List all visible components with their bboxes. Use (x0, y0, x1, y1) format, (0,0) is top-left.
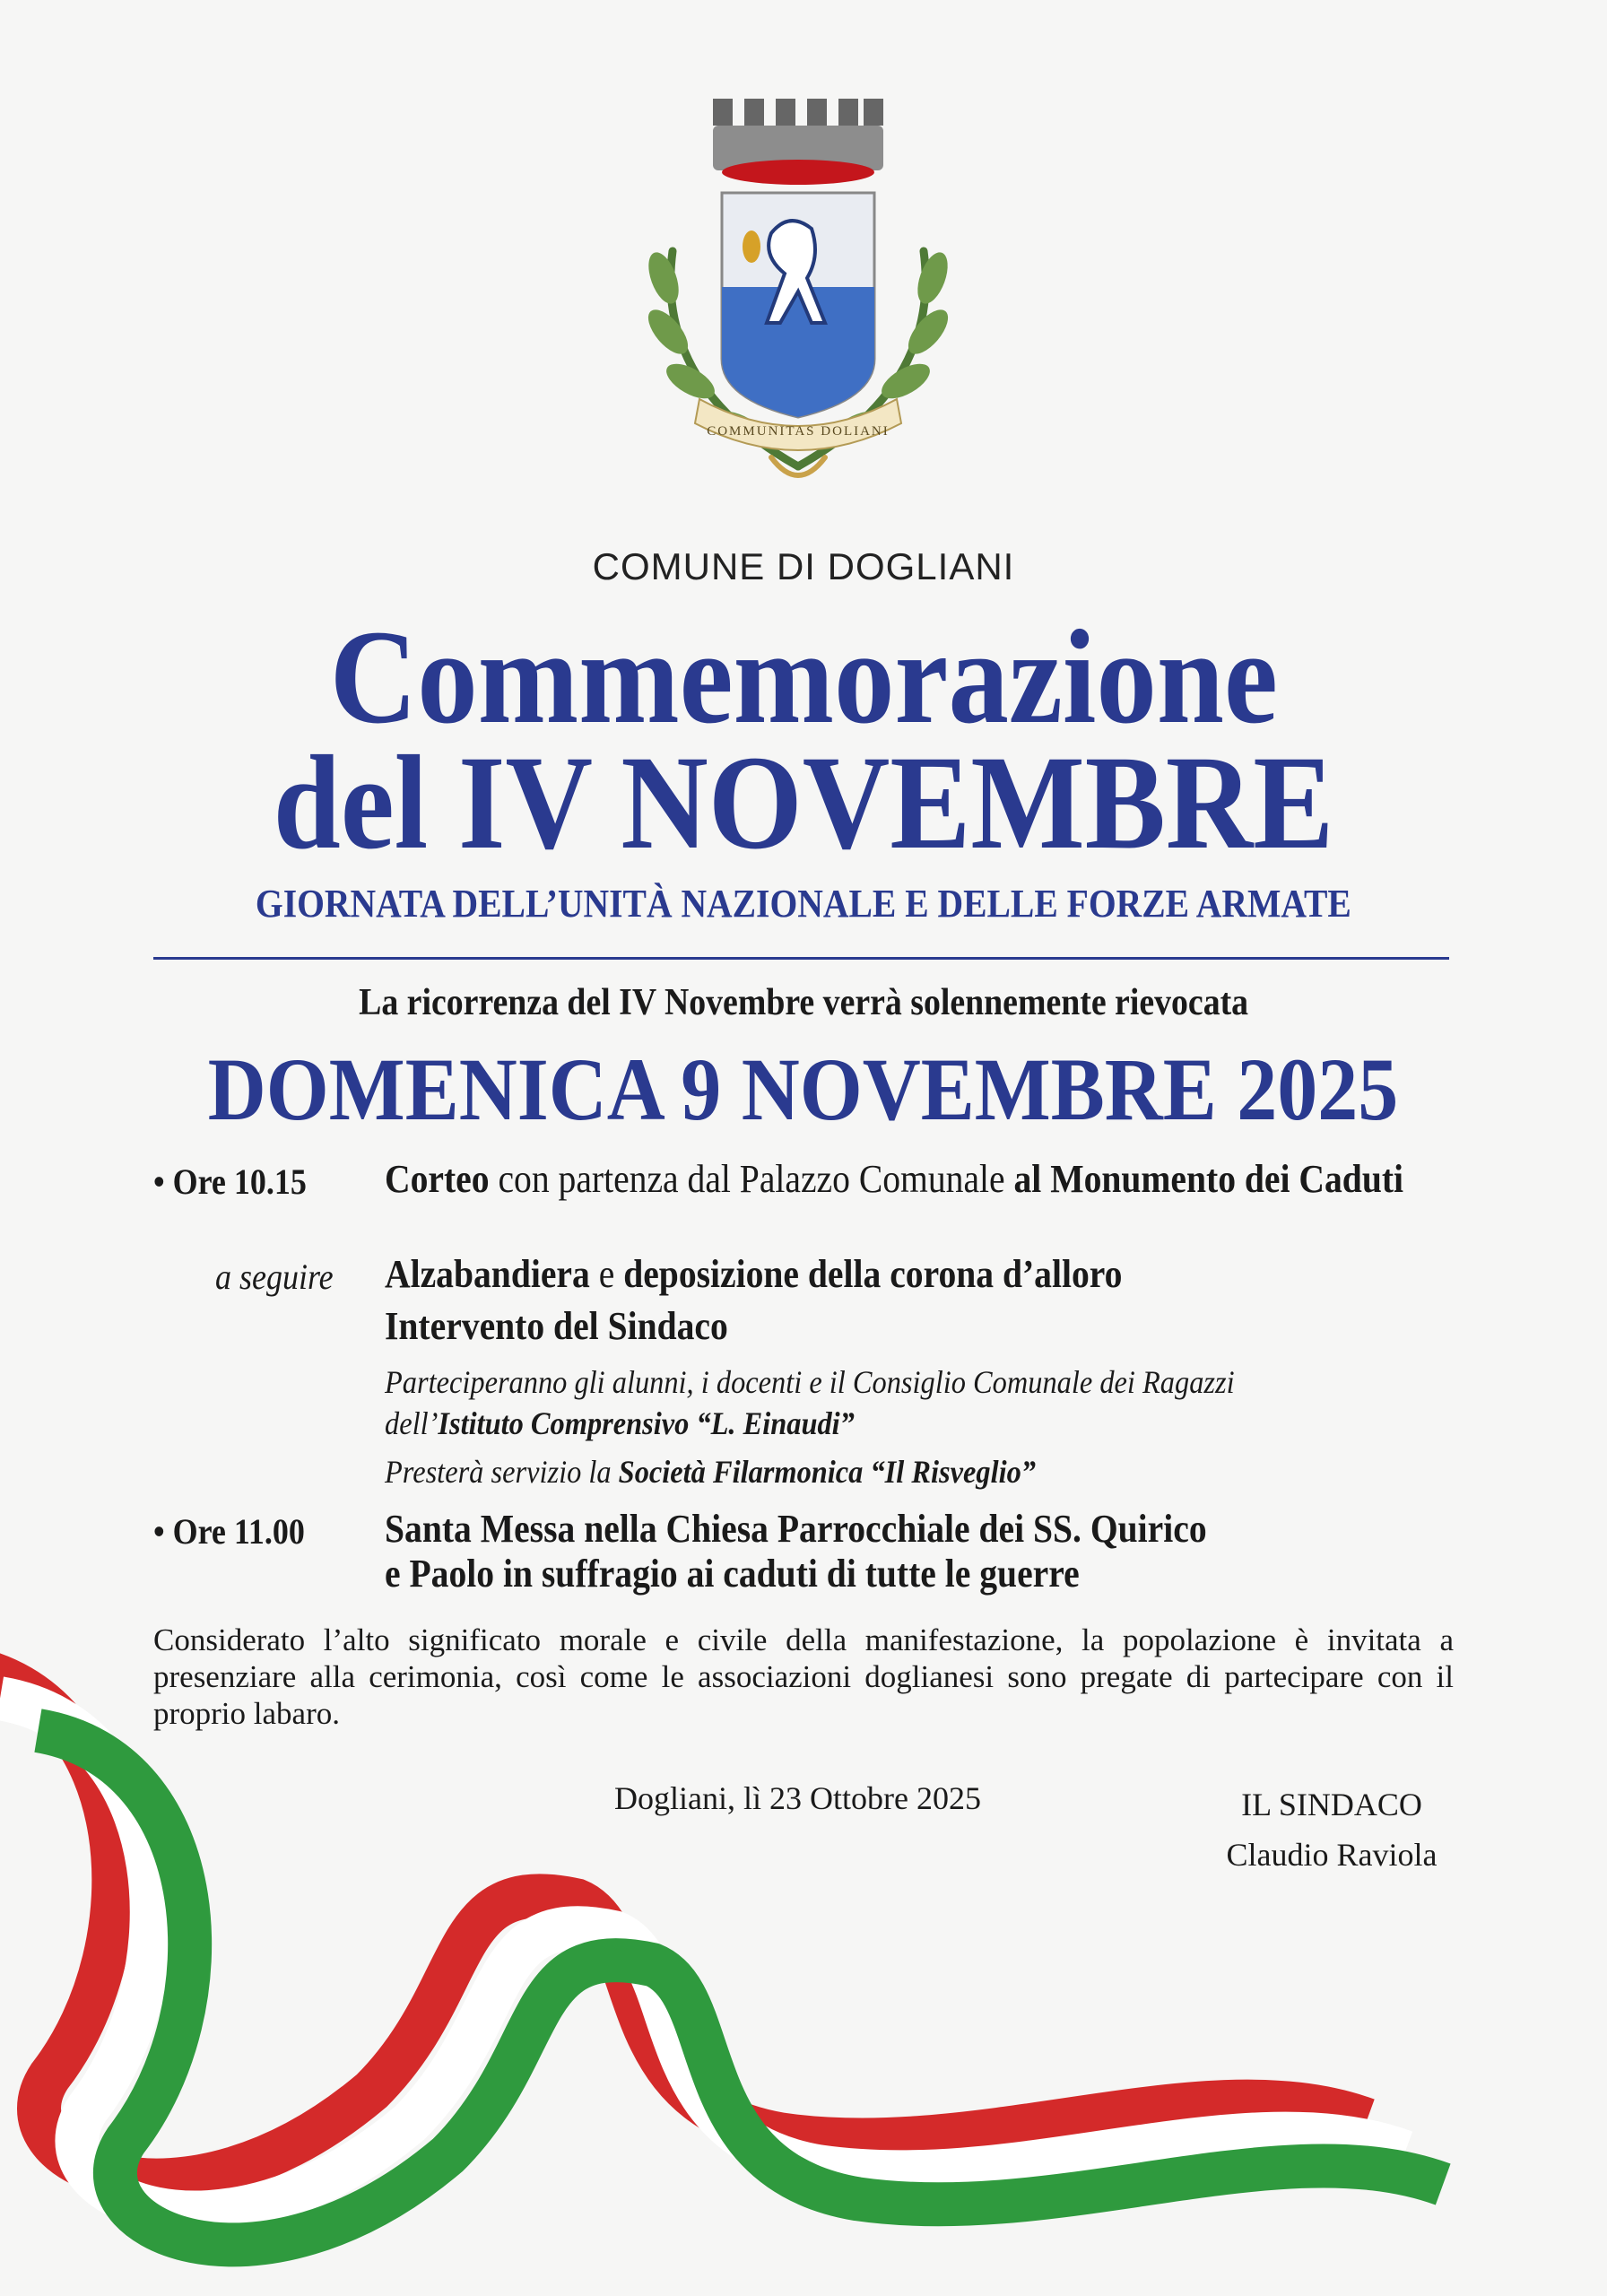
place-date: Dogliani, lì 23 Ottobre 2025 (614, 1780, 981, 1816)
time-label-2: • Ore 11.00 (153, 1511, 305, 1552)
signatory-role: IL SINDACO (1241, 1787, 1422, 1822)
subtitle: GIORNATA DELL’UNITÀ NAZIONALE E DELLE FORZE ARMATE (256, 882, 1351, 926)
crest-motto: COMMUNITAS DOLIANI (707, 424, 890, 439)
program-item-sindaco: Intervento del Sindaco (385, 1304, 728, 1348)
band-note: Presterà servizio la Società Filarmonica “Il Risveglio” (385, 1454, 1036, 1490)
municipality-name: COMUNE DI DOGLIANI (592, 545, 1015, 587)
title-line-1: Commemorazione (329, 603, 1278, 752)
event-date-headline: DOMENICA 9 NOVEMBRE 2025 (208, 1039, 1399, 1139)
program-item-messa: Santa Messa nella Chiesa Parrocchiale dei SS. Quirico e Paolo in suffragio ai caduti di tutte le guerre (385, 1507, 1207, 1596)
label-a-seguire: a seguire (215, 1257, 334, 1297)
ribbon-white-band (0, 1699, 1405, 2213)
crown-icon (713, 99, 883, 185)
invitation-paragraph: Considerato l’alto significato morale e civile della manifestazione, la popolazione è invitata a presenziare alla cerimonia, così come le associazioni doglianesi sono pregate di partecipare con il proprio labaro. (153, 1622, 1454, 1731)
shield-icon (722, 193, 874, 417)
title-line-2: del IV NOVEMBRE (273, 728, 1334, 877)
program-item-alzabandiera: Alzabandiera e deposizione della corona d’alloro (385, 1252, 1123, 1296)
program-item-corteo: Corteo con partenza dal Palazzo Comunale al Monumento dei Caduti (385, 1157, 1404, 1201)
participants-note: Parteciperanno gli alunni, i docenti e il Consiglio Comunale dei Ragazzi dell’Istituto Comprensivo “L. Einaudi” (385, 1364, 1235, 1441)
time-label-1: • Ore 10.15 (153, 1161, 307, 1202)
divider (153, 957, 1449, 960)
signatory-name: Claudio Raviola (1226, 1837, 1438, 1873)
ribbon-red-band (0, 1666, 1367, 2180)
municipal-crest-logo (592, 90, 1004, 547)
signature-block (1202, 1779, 1462, 1880)
intro-text: La ricorrenza del IV Novembre verrà solennemente rievocata (359, 982, 1248, 1023)
